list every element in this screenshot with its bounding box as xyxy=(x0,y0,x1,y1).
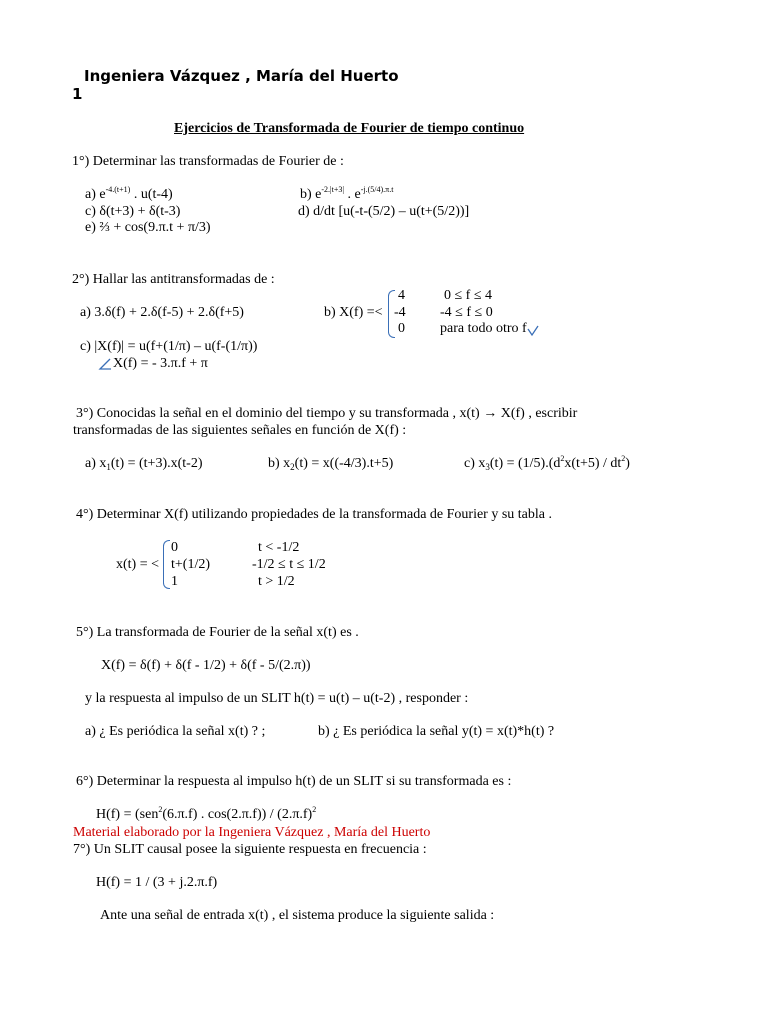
ex2-b-value-1: 4 xyxy=(398,288,405,303)
ex4-condition-2: -1/2 ≤ t ≤ 1/2 xyxy=(252,557,326,572)
ex4-brace xyxy=(163,540,170,589)
ex7-heading: 7°) Un SLIT causal posee la siguiente respuesta en frecuencia : xyxy=(73,842,427,857)
ex3-line-1: 3°) Conocidas la señal en el dominio del tiempo y su transformada , x(t) → X(f) , escribir xyxy=(76,406,578,421)
ex1-item-b: b) $e^{-2.|t+3|}$ . $e^{-j.(5/4).\pi.t}$ xyxy=(300,185,394,202)
ex2-item-b-label: b) X(f) =< xyxy=(324,305,383,320)
ex4-value-3: 1 xyxy=(171,574,178,589)
ex2-b-condition-3: para todo otro f xyxy=(440,321,527,336)
angle-icon xyxy=(97,357,113,371)
ex2-b-condition-2: -4 ≤ f ≤ 0 xyxy=(440,305,493,320)
ex2-item-c-phase: X(f) = - 3.π.f + π xyxy=(113,356,208,371)
ex1-item-a: a) $e^{-4.(t+1)}$ . u(t-4) xyxy=(85,185,173,202)
ex3-item-b: b) $x_2(t) = x((-4/3).t+5)$ xyxy=(268,456,394,472)
ex1-item-e: e) ⅔ + cos(9.π.t + π/3) xyxy=(85,220,211,235)
ex4-label: x(t) = < xyxy=(116,557,160,572)
ex6-heading: 6°) Determinar la respuesta al impulso h(t) de un SLIT si su transformada es : xyxy=(76,774,512,789)
ex4-value-2: t+(1/2) xyxy=(171,557,210,572)
ex7-formula: H(f) = 1 / (3 + j.2.π.f) xyxy=(96,875,218,890)
ex7-text: Ante una señal de entrada x(t) , el sistema produce la siguiente salida : xyxy=(100,908,495,923)
ex5-item-a: a) ¿ Es periódica la señal x(t) ? ; xyxy=(85,724,266,739)
material-note: Material elaborado por la Ingeniera Vázquez , María del Huerto xyxy=(73,825,431,840)
ex5-formula: X(f) = δ(f) + δ(f - 1/2) + δ(f - 5/(2.π)) xyxy=(101,658,311,673)
ex2-b-value-2: -4 xyxy=(394,305,406,320)
ex1-item-c: c) δ(t+3) + δ(t-3) xyxy=(85,204,181,219)
page-title: Ejercicios de Transformada de Fourier de tiempo continuo xyxy=(174,121,525,136)
ex1-item-d: d) d/dt [u(-t-(5/2) – u(t+(5/2))] xyxy=(298,204,470,219)
ex2-item-c: c) |X(f)| = u(f+(1/π) – u(f-(1/π)) xyxy=(80,339,258,354)
ex1-heading: 1°) Determinar las transformadas de Fourier de : xyxy=(72,154,344,169)
ex2-item-a: a) 3.δ(f) + 2.δ(f-5) + 2.δ(f+5) xyxy=(80,305,244,320)
ex2-b-value-3: 0 xyxy=(398,321,405,336)
ex5-heading: 5°) La transformada de Fourier de la señal x(t) es . xyxy=(76,625,359,640)
ex5-response: y la respuesta al impulso de un SLIT h(t) = u(t) – u(t-2) , responder : xyxy=(85,691,469,706)
ex6-formula: H(f) = (sen$^2$(6.π.f) . $\cos(2.\pi.f)) / (2.\pi.f)^2$ xyxy=(96,805,317,822)
ink-check-mark xyxy=(526,325,540,337)
ex3-item-a: a) $x_1(t) = (t+3).x(t-2)$ xyxy=(85,456,203,472)
ex5-item-b: b) ¿ Es periódica la señal y(t) = x(t)*h(t) ? xyxy=(318,724,555,739)
ex4-heading: 4°) Determinar X(f) utilizando propiedades de la transformada de Fourier y su tabla . xyxy=(76,507,552,522)
page-number: 1 xyxy=(72,85,83,103)
ex3-item-c: c) $x_3(t) = (1/5).(d^2x(t+5) / dt^2)$ xyxy=(464,454,630,472)
author-header: Ingeniera Vázquez , María del Huerto xyxy=(84,67,399,85)
ex4-condition-3: t > 1/2 xyxy=(258,574,295,589)
ex3-line-2: transformadas de las siguientes señales en función de X(f) : xyxy=(73,423,407,438)
ex4-value-1: 0 xyxy=(171,540,178,555)
ex4-condition-1: t < -1/2 xyxy=(258,540,300,555)
ex2-b-condition-1: 0 ≤ f ≤ 4 xyxy=(444,288,493,303)
ex2-heading: 2°) Hallar las antitransformadas de : xyxy=(72,272,275,287)
